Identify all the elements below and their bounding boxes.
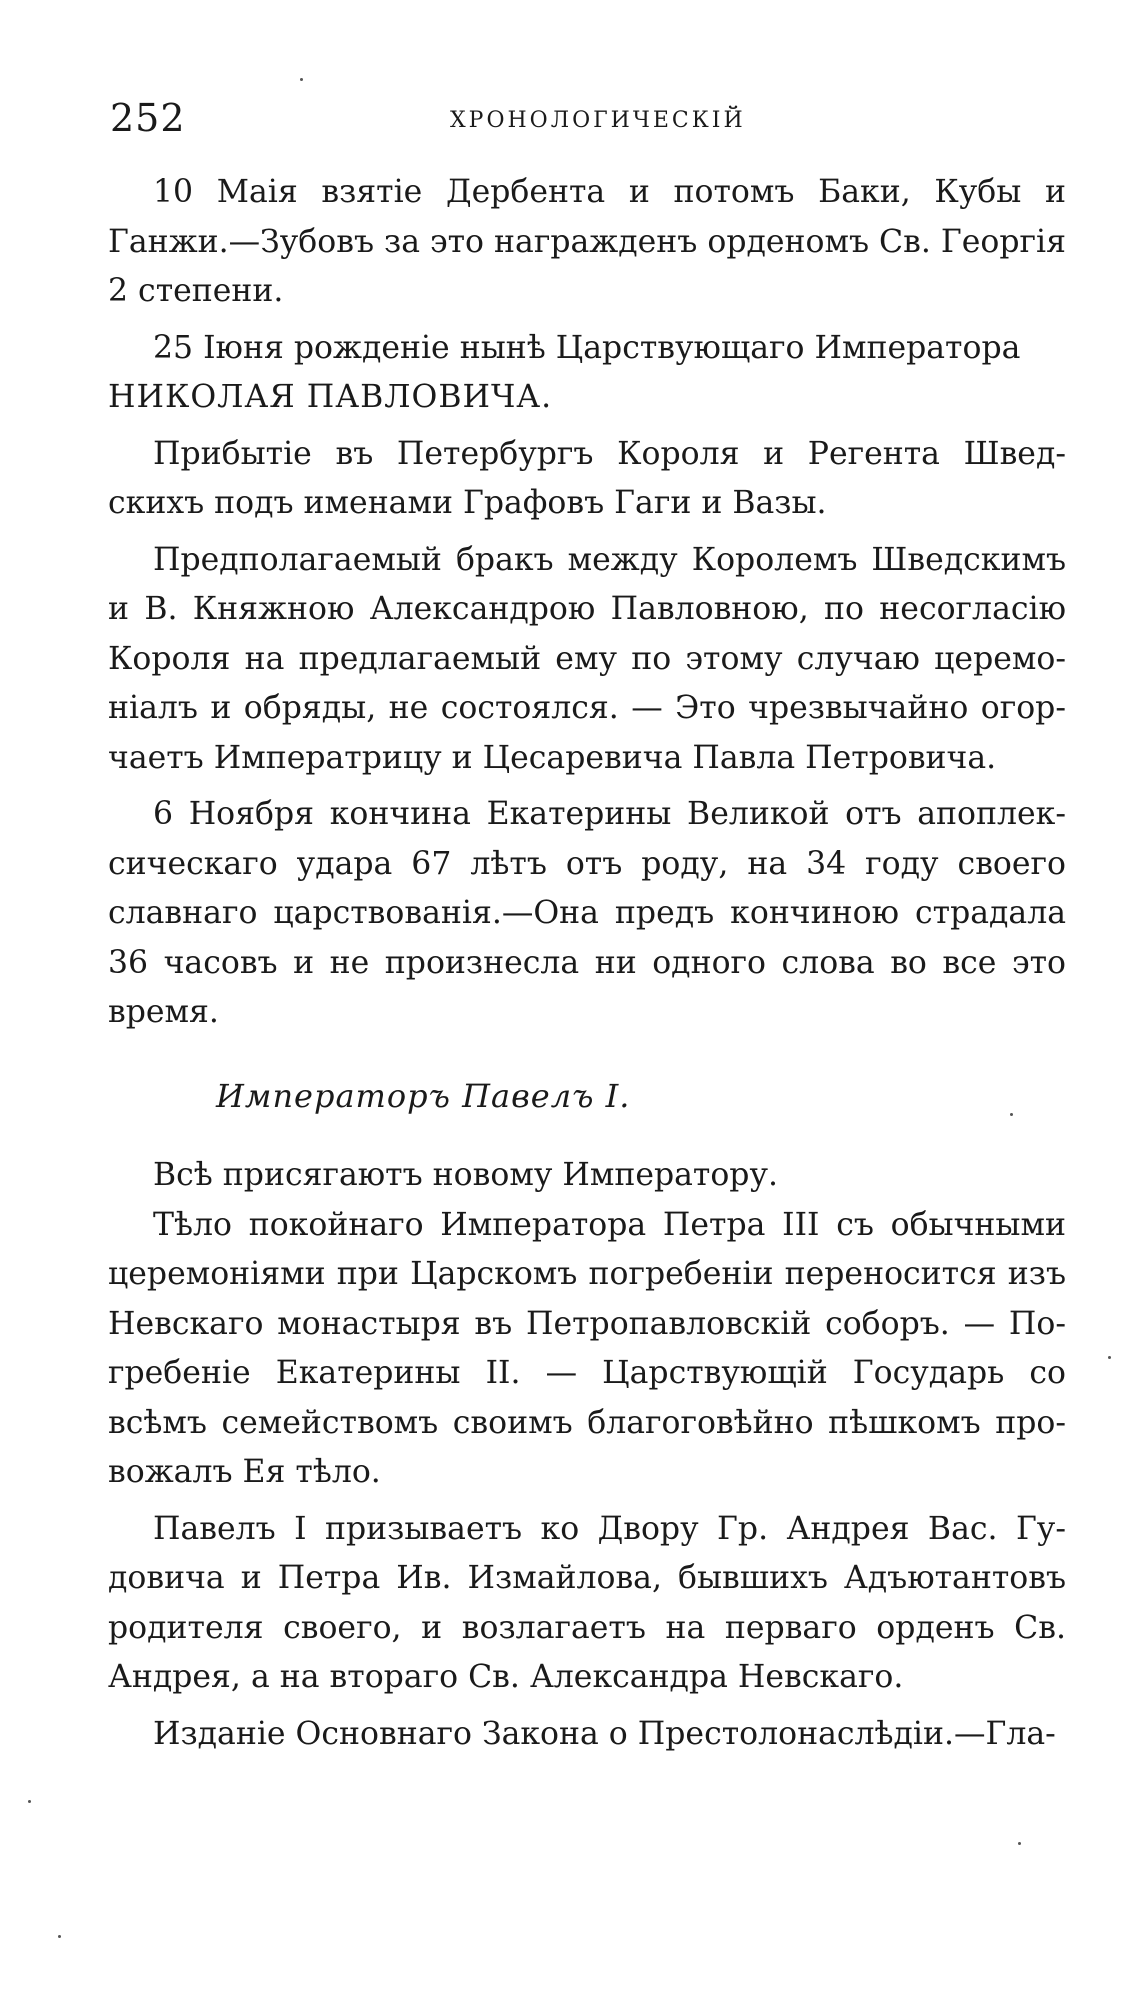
print-speck [1018, 1842, 1021, 1845]
paragraph-swedish-king-arrival: Прибытіе въ Петербургъ Короля и Регента Шведскихъ подъ именами Графовъ Гаги и Вазы. [108, 435, 1066, 521]
paragraph-nicholas-name: НИКОЛАЯ ПАВЛОВИЧА. [108, 379, 553, 415]
paragraph-oath: Всѣ присягаютъ новому Императору. [153, 1157, 779, 1193]
print-speck [28, 1800, 31, 1803]
paragraph-peter-iii-reburial: Тѣло покойнаго Императора Петра III съ обычными церемоніями при Царскомъ погребеніи переносится изъ Невскаго монастыря въ Петропавловскій соборъ. — Погребеніе Екатерины II. — Царствующій Государь со всѣмъ семействомъ своимъ благоговѣйно пѣшкомъ провожалъ Ея тѣло. [108, 1206, 1066, 1490]
print-speck [300, 78, 303, 81]
paragraph-derbent: 10 Маія взятіе Дербента и потомъ Баки, Кубы и Ганжи.—Зубовъ за это награжденъ орденомъ Св. Георгія 2 степени. [108, 174, 1066, 309]
print-speck [58, 1935, 61, 1938]
running-head: ХРОНОЛОГИЧЕСКІЙ [450, 108, 746, 133]
page-number: 252 [110, 96, 186, 140]
section-heading: Императоръ Павелъ I. [216, 1076, 631, 1115]
paragraph-proposed-marriage: Предполагаемый бракъ между Королемъ Шведскимъ и В. Княжною Александрою Павловною, по несогласію Короля на предлагаемый ему по этому случаю церемоніалъ и обряды, не состоялся. — Это чрезвычайно огорчаетъ Императрицу и Цесаревича Павла Петровича. [108, 541, 1066, 776]
page-header [110, 96, 1070, 146]
print-speck [1010, 1113, 1013, 1116]
body-text [108, 168, 1066, 1766]
paragraph-paul-summons: Павелъ I призываетъ ко Двору Гр. Андрея Вас. Гудовича и Петра Ив. Измайлова, бывшихъ Адъютантовъ родителя своего, и возлагаетъ на перваго орденъ Св. Андрея, а на втораго Св. Александра Невскаго. [108, 1510, 1066, 1695]
paragraph-death-catherine: 6 Ноября кончина Екатерины Великой отъ апоплексическаго удара 67 лѣтъ отъ роду, на 34 году своего славнаго царствованія.—Она предъ кончиною страдала 36 часовъ и не произнесла ни одного слова во все это время. [108, 796, 1066, 1030]
paragraph-birth-nicholas: 25 Іюня рожденіе нынѣ Царствующаго Императора [153, 329, 1021, 366]
paragraph-succession-law: Изданіе Основнаго Закона о Престолонаслѣдіи.—Гла- [153, 1715, 1056, 1752]
print-speck [1108, 1356, 1111, 1359]
